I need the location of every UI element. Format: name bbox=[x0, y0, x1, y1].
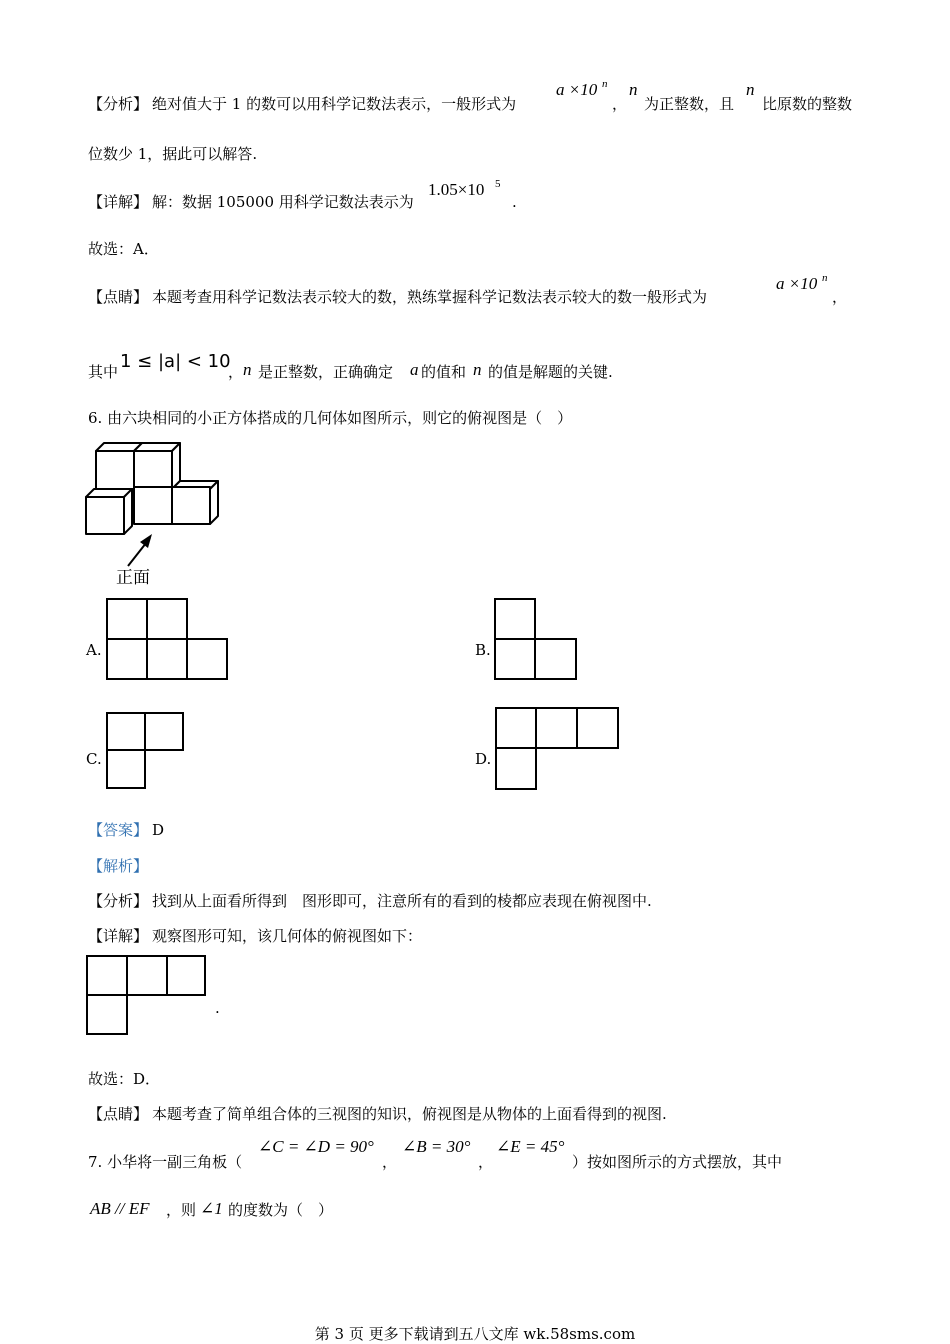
analysis-n2: n bbox=[746, 80, 755, 99]
q7-text-d: 的度数为（ ） bbox=[228, 1201, 334, 1219]
option-c-label: C. bbox=[86, 750, 102, 768]
q6-detail-label: 【详解】 bbox=[88, 927, 149, 945]
comment-form: a ×10 bbox=[776, 274, 818, 293]
comment-form-exp: n bbox=[822, 272, 828, 284]
answer-label: 【答案】 bbox=[88, 821, 149, 839]
q7-angles-2: ∠B = 30° bbox=[402, 1137, 471, 1156]
comment-text-5: 的值是解题的关键. bbox=[488, 363, 613, 381]
q6-analysis: 找到从上面看所得到 图形即可，注意所有的看到的棱都应表现在俯视图中. bbox=[152, 892, 652, 910]
analysis-text-4: 位数少 1，据此可以解答. bbox=[88, 145, 258, 163]
analysis-sep: ， bbox=[612, 95, 628, 113]
cube-drawing bbox=[84, 436, 234, 596]
option-b-label: B. bbox=[475, 641, 491, 659]
comment-sep: ， bbox=[228, 363, 244, 381]
explain-label: 【解析】 bbox=[88, 857, 149, 875]
detail-text: 解：数据 105000 用科学记数法表示为 bbox=[152, 193, 414, 211]
detail-exp: 5 bbox=[495, 178, 501, 190]
option-a-label: A. bbox=[86, 641, 102, 659]
analysis-text-3: 比原数的整数 bbox=[762, 95, 853, 113]
comment-label: 【点睛】 bbox=[88, 288, 149, 306]
q7-text-c: ，则 bbox=[166, 1201, 197, 1219]
q6-detail: 观察图形可知，该几何体的俯视图如下： bbox=[152, 927, 423, 945]
comment-a-var: a bbox=[410, 360, 419, 379]
detail-end: . bbox=[512, 193, 517, 211]
answer-value: D bbox=[152, 821, 165, 839]
comment-text-3: 是正整数，正确确定 bbox=[258, 363, 394, 381]
analysis-text-2: 为正整数，且 bbox=[644, 95, 735, 113]
page-footer: 第 3 页 更多下载请到五八文库 wk.58sms.com bbox=[314, 1325, 636, 1343]
q7-sep-1: ， bbox=[382, 1153, 398, 1171]
comment-range: 1 ≤ |a| < 10 bbox=[120, 351, 231, 372]
q7-text-a: 7. 小华将一副三角板（ bbox=[88, 1153, 243, 1171]
comment-comma: ， bbox=[832, 288, 848, 306]
option-d-label: D. bbox=[475, 750, 492, 768]
cube-figure bbox=[84, 436, 234, 596]
q7-angles-3: ∠E = 45° bbox=[496, 1137, 565, 1156]
front-label: 正面 bbox=[116, 568, 150, 588]
q7-angles-1: ∠C = ∠D = 90° bbox=[258, 1137, 374, 1156]
q6-choice: 故选：D． bbox=[88, 1070, 161, 1088]
q7-sep-2: ， bbox=[478, 1153, 494, 1171]
comment-text: 本题考查用科学记数法表示较大的数，熟练掌握科学记数法表示较大的数一般形式为 bbox=[152, 288, 708, 306]
analysis-label: 【分析】 bbox=[88, 95, 149, 113]
comment-text-4: 的值和 bbox=[421, 363, 467, 381]
analysis-n: n bbox=[629, 80, 638, 99]
q7-angle1: ∠1 bbox=[200, 1199, 223, 1218]
detail-label: 【详解】 bbox=[88, 193, 149, 211]
analysis-text: 绝对值大于 1 的数可以用科学记数法表示，一般形式为 bbox=[152, 95, 517, 113]
q7-text-b: ）按如图所示的方式摆放，其中 bbox=[572, 1153, 783, 1171]
analysis-form: a ×10 bbox=[556, 80, 598, 99]
q6-question: 6. 由六块相同的小正方体搭成的几何体如图所示，则它的俯视图是（ ） bbox=[88, 409, 573, 427]
q5-choice: 故选：A． bbox=[88, 240, 159, 258]
detail-value: 1.05×10 bbox=[428, 180, 485, 199]
q6-analysis-label: 【分析】 bbox=[88, 892, 149, 910]
comment-text-2: 其中 bbox=[88, 363, 119, 381]
comment-n: n bbox=[243, 360, 252, 379]
q6-comment: 本题考查了简单组合体的三视图的知识，俯视图是从物体的上面看得到的视图. bbox=[152, 1105, 667, 1123]
top-view-end: . bbox=[215, 999, 220, 1017]
analysis-form-exp: n bbox=[602, 78, 608, 90]
comment-n2: n bbox=[473, 360, 482, 379]
q7-parallel: AB // EF bbox=[90, 1199, 150, 1218]
q6-comment-label: 【点睛】 bbox=[88, 1105, 149, 1123]
